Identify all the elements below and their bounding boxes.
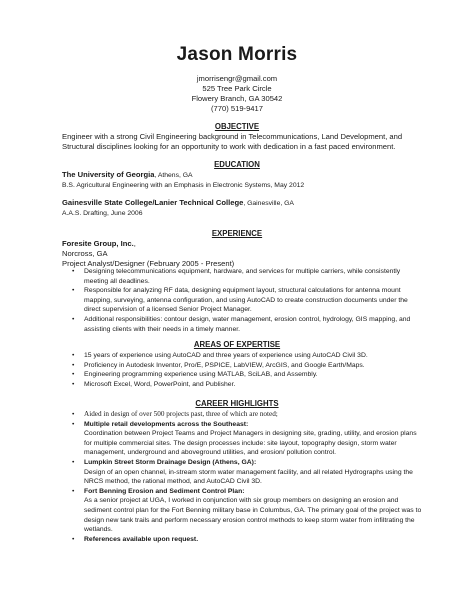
company-name: Foresite Group, Inc.: [62, 239, 134, 248]
school-name: The University of Georgia: [62, 170, 155, 179]
list-item: • 15 years of experience using AutoCAD and three years of experience using AutoCAD Civil 3D.: [72, 352, 368, 359]
school-name: Gainesville State College/Lanier Technical College: [62, 198, 244, 207]
company-location: Norcross, GA: [62, 249, 108, 258]
bullet-icon: •: [72, 420, 75, 428]
job-title: Project Analyst/Designer (February 2005 - Present): [62, 259, 235, 268]
list-item: • References available upon request.: [72, 535, 199, 543]
bullet-icon: •: [72, 268, 75, 275]
highlights-list: [72, 410, 424, 544]
bullet-icon: •: [72, 361, 75, 369]
list-item: • Fort Benning Erosion and Sediment Control Plan: As a senior project at UGA, I worked in conjunction with six group members on designing an erosion and sediment control plan for the Fort Benning military base in Columbus, GA. The primary goal of the project was to design new tank trails and perform necessary erosion control methods to keep storm water from infiltrating the wetlands.: [72, 487, 422, 534]
highlights-heading: CAREER HIGHLIGHTS: [195, 399, 279, 408]
school-uga: [62, 170, 422, 191]
contact-address-line2: Flowery Branch, GA 30542: [191, 94, 283, 103]
objective-heading: OBJECTIVE: [214, 122, 260, 131]
experience-heading: EXPERIENCE: [211, 229, 263, 238]
list-item: • Responsible for analyzing RF data, designing equipment layout, structural calculations for antenna mount mapping, surveying, antenna configuration, and using AutoCAD to create construction documents under the direct supervision of a licensed Senior Project Manager.: [72, 287, 408, 314]
bullet-icon: •: [72, 458, 75, 466]
expertise-bullets: [72, 351, 424, 389]
bullet-icon: •: [72, 535, 75, 543]
contact-email[interactable]: jmorrisengr@gmail.com: [196, 74, 278, 83]
school-location: , Athens, GA: [154, 172, 193, 179]
bullet-icon: •: [72, 371, 75, 379]
list-item: • Engineering programming experience using MATLAB, SciLAB, and Assembly.: [72, 371, 318, 379]
bullet-icon: •: [72, 380, 75, 388]
experience-company-block: [62, 239, 422, 269]
school-degree: B.S. Agricultural Engineering with an Emphasis in Electronic Systems, May 2012: [62, 182, 305, 189]
bullet-icon: •: [72, 487, 75, 495]
list-item: • Lumpkin Street Storm Drainage Design (Athens, GA): Design of an open channel, in-stream storm water management facility, and all related Hydrographs using the NRCS method, the rational method, and AutoCAD Civil 3D.: [72, 458, 413, 486]
list-item: • Microsoft Excel, Word, PowerPoint, and Publisher.: [72, 380, 236, 388]
school-gsc: [62, 198, 422, 219]
bullet-icon: •: [72, 411, 75, 418]
objective-text: Engineer with a strong Civil Engineering background in Telecommunications, Land Development, and Structural disciplines looking for an opportunity to work with dedication in a fast paced environment.: [62, 132, 403, 151]
contact-address-line1: 525 Tree Park Circle: [202, 84, 272, 93]
list-item: • Proficiency in Autodesk Inventor, Pro/E, PSPICE, LabVIEW, ArcGIS, and Google Earth/Maps.: [72, 361, 365, 369]
education-heading: EDUCATION: [214, 160, 260, 169]
list-item: • Aided in design of over 500 projects past, three of which are noted;: [72, 410, 278, 418]
bullet-icon: •: [72, 315, 75, 323]
list-item: • Designing telecommunications equipment, hardware, and services for multiple carriers, while consistently meeting all deadlines.: [72, 268, 401, 285]
candidate-name: Jason Morris: [176, 44, 298, 65]
list-item: • Additional responsibilities: contour design, water management, erosion control, hydrology, GIS mapping, and assisting clients with their needs in a timely manner.: [72, 315, 411, 333]
expertise-heading: AREAS OF EXPERTISE: [193, 340, 281, 349]
bullet-icon: •: [72, 352, 75, 359]
experience-bullets: [72, 267, 424, 334]
contact-phone: (770) 519-9417: [211, 104, 263, 113]
school-location: , Gainesville, GA: [243, 200, 294, 207]
school-degree: A.A.S. Drafting, June 2006: [62, 210, 143, 217]
contact-block: [0, 74, 474, 114]
bullet-icon: •: [72, 287, 75, 295]
list-item: • Multiple retail developments across the Southeast: Coordination between Project Teams and Project Managers in designing site, grading, utility, and erosion plans for multiple commercial sites. The design processes include: site layout, topography design, storm water management, underground and aboveground utilities, and erosion/ pollution control.: [72, 420, 417, 457]
company-suffix: ,: [133, 239, 136, 248]
